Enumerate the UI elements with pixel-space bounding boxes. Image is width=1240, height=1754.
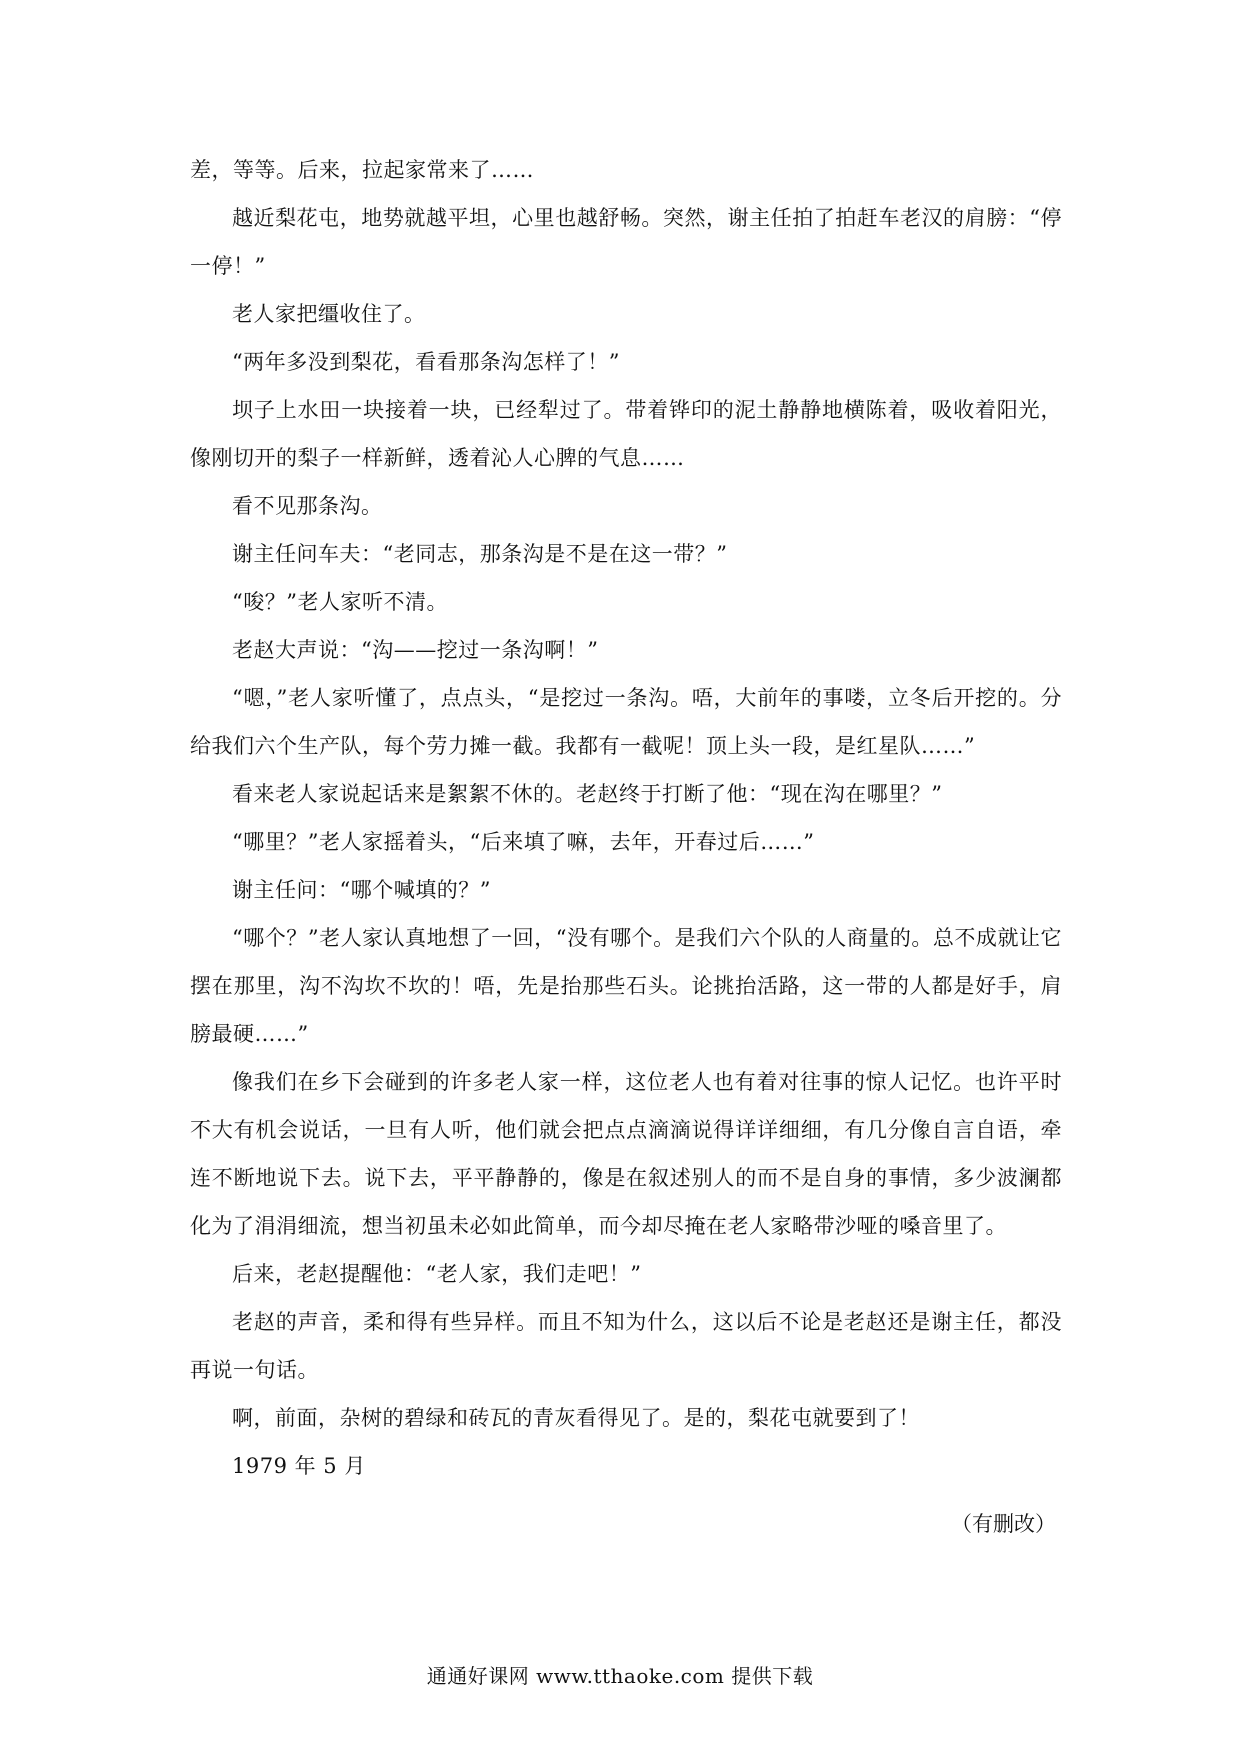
paragraph: “哪里？”老人家摇着头，“后来填了嘛，去年，开春过后……”: [232, 830, 815, 854]
document-body: [190, 146, 1062, 1548]
paragraph: “嗯，”老人家听懂了，点点头，“是挖过一条沟。唔，大前年的事喽，立冬后开挖的。分给我们六个生产队，每个劳力摊一截。我都有一截呢！顶上头一段，是红星队……”: [190, 686, 1062, 758]
paragraph: 后来，老赵提醒他：“老人家，我们走吧！”: [232, 1262, 642, 1286]
paragraph: 老人家把缰收住了。: [232, 302, 426, 326]
page-footer: 通通好课网 www.tthaoke.com 提供下载: [426, 1664, 814, 1688]
paragraph: “哪个？”老人家认真地想了一回，“没有哪个。是我们六个队的人商量的。总不成就让它摆在那里，沟不沟坎不坎的！唔，先是抬那些石头。论挑抬活路，这一带的人都是好手，肩膀最硬……”: [190, 926, 1062, 1046]
paragraph: 坝子上水田一块接着一块，已经犁过了。带着铧印的泥土静静地横陈着，吸收着阳光，像刚切开的梨子一样新鲜，透着沁人心脾的气息……: [190, 398, 1062, 470]
revision-note: （有删改）: [951, 1512, 1056, 1536]
paragraph: 看不见那条沟。: [232, 494, 383, 518]
paragraph: “唆？”老人家听不清。: [232, 590, 448, 614]
paragraph: “两年多没到梨花，看看那条沟怎样了！”: [232, 350, 620, 374]
paragraph: 啊，前面，杂树的碧绿和砖瓦的青灰看得见了。是的，梨花屯就要到了！: [232, 1406, 920, 1430]
paragraph: 老赵大声说：“沟——挖过一条沟啊！”: [232, 638, 599, 662]
paragraph: 谢主任问：“哪个喊填的？”: [232, 878, 491, 902]
paragraph: 差，等等。后来，拉起家常来了……: [190, 158, 534, 182]
paragraph: 像我们在乡下会碰到的许多老人家一样，这位老人也有着对往事的惊人记忆。也许平时不大有机会说话，一旦有人听，他们就会把点点滴滴说得详详细细，有几分像自言自语，牵连不断地说下去。说下去，平平静静的，像是在叙述别人的而不是自身的事情，多少波澜都化为了涓涓细流，想当初虽未必如此简单，而今却尽掩在老人家略带沙哑的嗓音里了。: [190, 1070, 1062, 1238]
paragraph: 越近梨花屯，地势就越平坦，心里也越舒畅。突然，谢主任拍了拍赶车老汉的肩膀：“停一停！”: [190, 206, 1062, 278]
paragraph: 看来老人家说起话来是絮絮不休的。老赵终于打断了他：“现在沟在哪里？”: [232, 782, 943, 806]
paragraph: 谢主任问车夫：“老同志，那条沟是不是在这一带？”: [232, 542, 728, 566]
date-line: 1979 年 5 月: [232, 1454, 366, 1478]
paragraph: 老赵的声音，柔和得有些异样。而且不知为什么，这以后不论是老赵还是谢主任，都没再说一句话。: [190, 1310, 1062, 1382]
